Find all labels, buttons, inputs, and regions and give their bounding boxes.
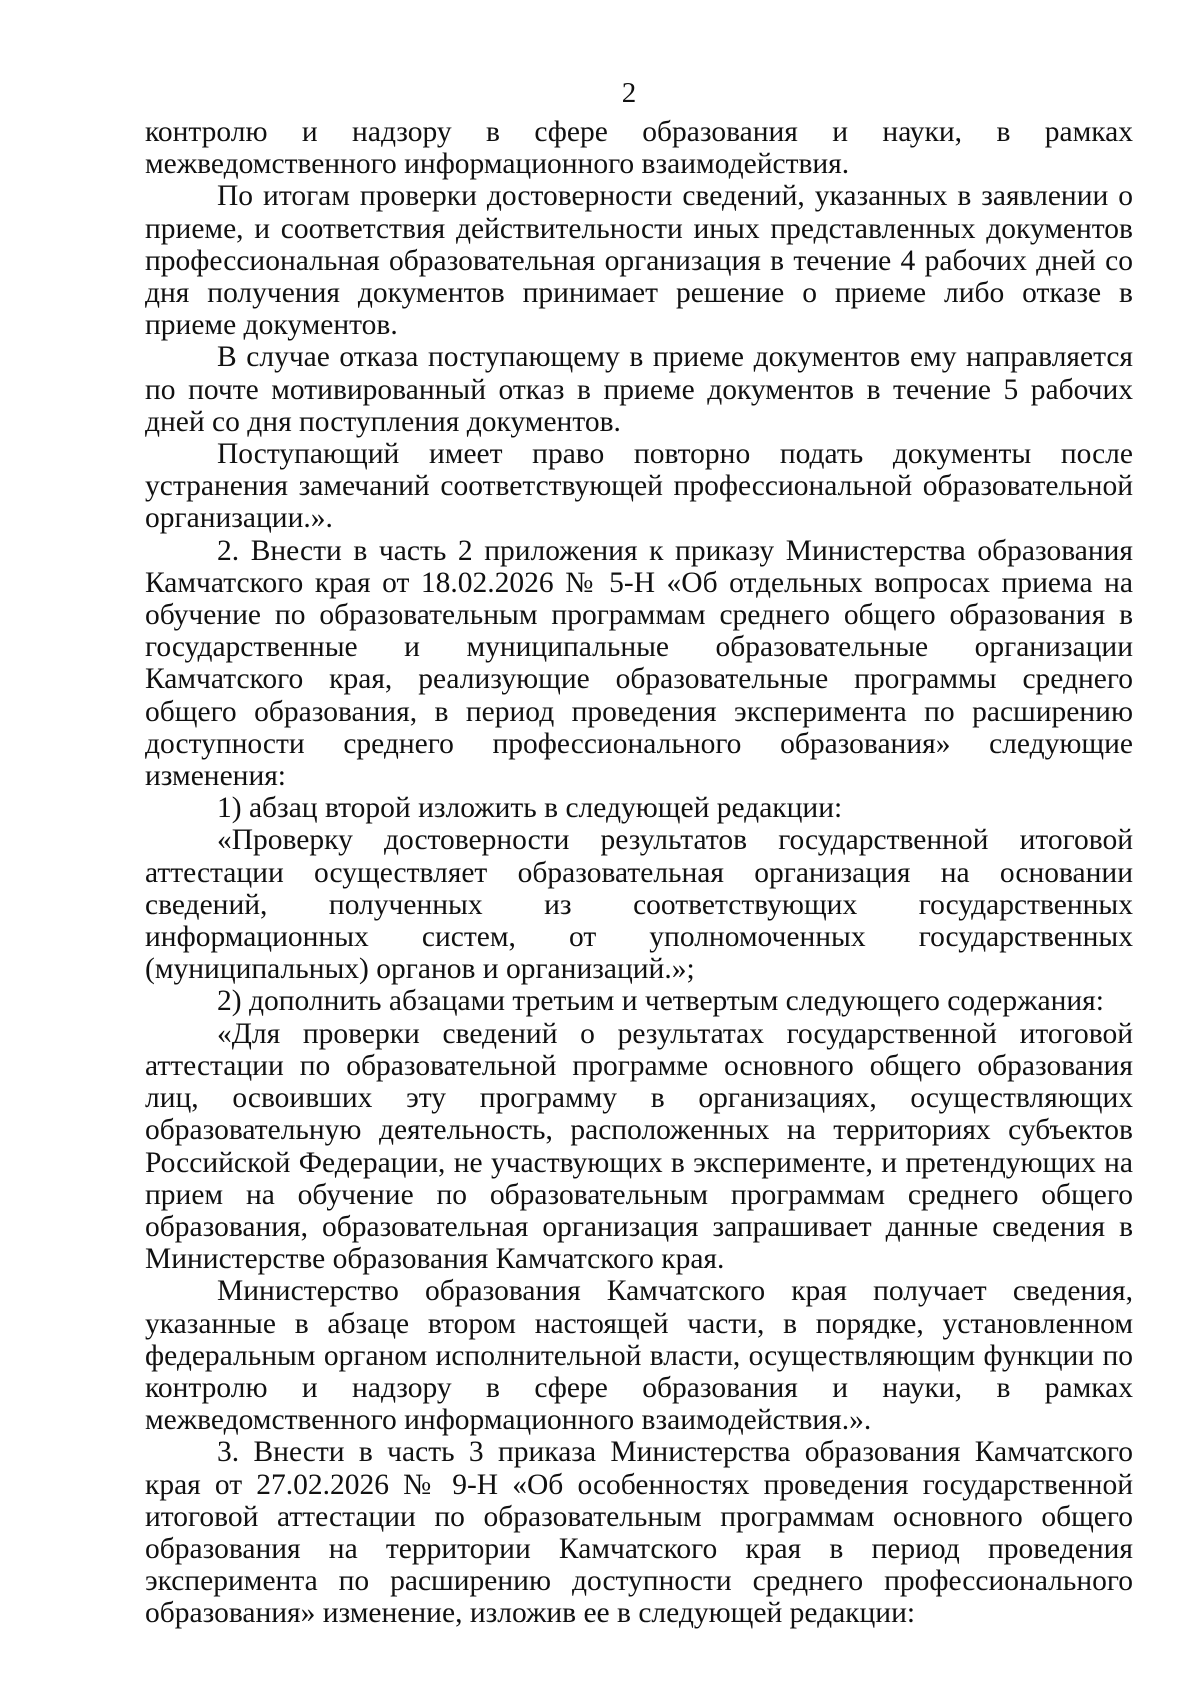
paragraph-7: «Проверку достоверности результатов государственной итоговой аттестации осуществляет образовательная организация на основании сведений, полученных из соответствующих государственных информационных систем, от уполномоченных государственных (муниципальных) органов и организаций.»; xyxy=(145,824,1133,986)
paragraph-8: 2) дополнить абзацами третьим и четвертым следующего содержания: xyxy=(217,985,1104,1018)
paragraph-3: В случае отказа поступающему в приеме документов ему направляется по почте мотивированный отказ в приеме документов в течение 5 рабочих дней со дня поступления документов. xyxy=(145,341,1133,438)
paragraph-5: 2. Внести в часть 2 приложения к приказу Министерства образования Камчатского края от 18.02.2026 № 5-Н «Об отдельных вопросах приема на обучение по образовательным программам среднего общего образования в государственные и муниципальные образовательные организации Камчатского края, реализующие образовательные программы среднего общего образования, в период проведения эксперимента по расширению доступности среднего профессионального образования» следующие изменения: xyxy=(145,534,1133,793)
paragraph-9: «Для проверки сведений о результатах государственной итоговой аттестации по образовательной программе основного общего образования лиц, освоивших эту программу в организациях, осуществляющих образовательную деятельность, расположенных на территориях субъектов Российской Федерации, не участвующих в эксперименте, и претендующих на прием на обучение по образовательным программам среднего общего образования, образовательная организация запрашивает данные сведения в Министерстве образования Камчатского края. xyxy=(145,1017,1133,1276)
paragraph-11: 3. Внести в часть 3 приказа Министерства образования Камчатского края от 27.02.2026 № 9-Н «Об особенностях проведения государственной итоговой аттестации по образовательным программам основного общего образования на территории Камчатского края в период проведения эксперимента по расширению доступности среднего профессионального образования» изменение, изложив ее в следующей редакции: xyxy=(145,1436,1133,1630)
paragraph-6: 1) абзац второй изложить в следующей редакции: xyxy=(217,792,843,825)
paragraph-1: контролю и надзору в сфере образования и науки, в рамках межведомственного информационного взаимодействия. xyxy=(145,116,1133,181)
document-body xyxy=(145,116,1133,1630)
paragraph-4: Поступающий имеет право повторно подать документы после устранения замечаний соответствующей профессиональной образовательной организации.». xyxy=(145,438,1133,535)
paragraph-10: Министерство образования Камчатского края получает сведения, указанные в абзаце втором настоящей части, в порядке, установленном федеральным органом исполнительной власти, осуществляющим функции по контролю и надзору в сфере образования и науки, в рамках межведомственного информационного взаимодействия.». xyxy=(145,1275,1133,1437)
page-number: 2 xyxy=(621,77,637,109)
paragraph-2: По итогам проверки достоверности сведений, указанных в заявлении о приеме, и соответствия действительности иных представленных документов профессиональная образовательная организация в течение 4 рабочих дней со дня получения документов принимает решение о приеме либо отказе в приеме документов. xyxy=(145,180,1133,342)
